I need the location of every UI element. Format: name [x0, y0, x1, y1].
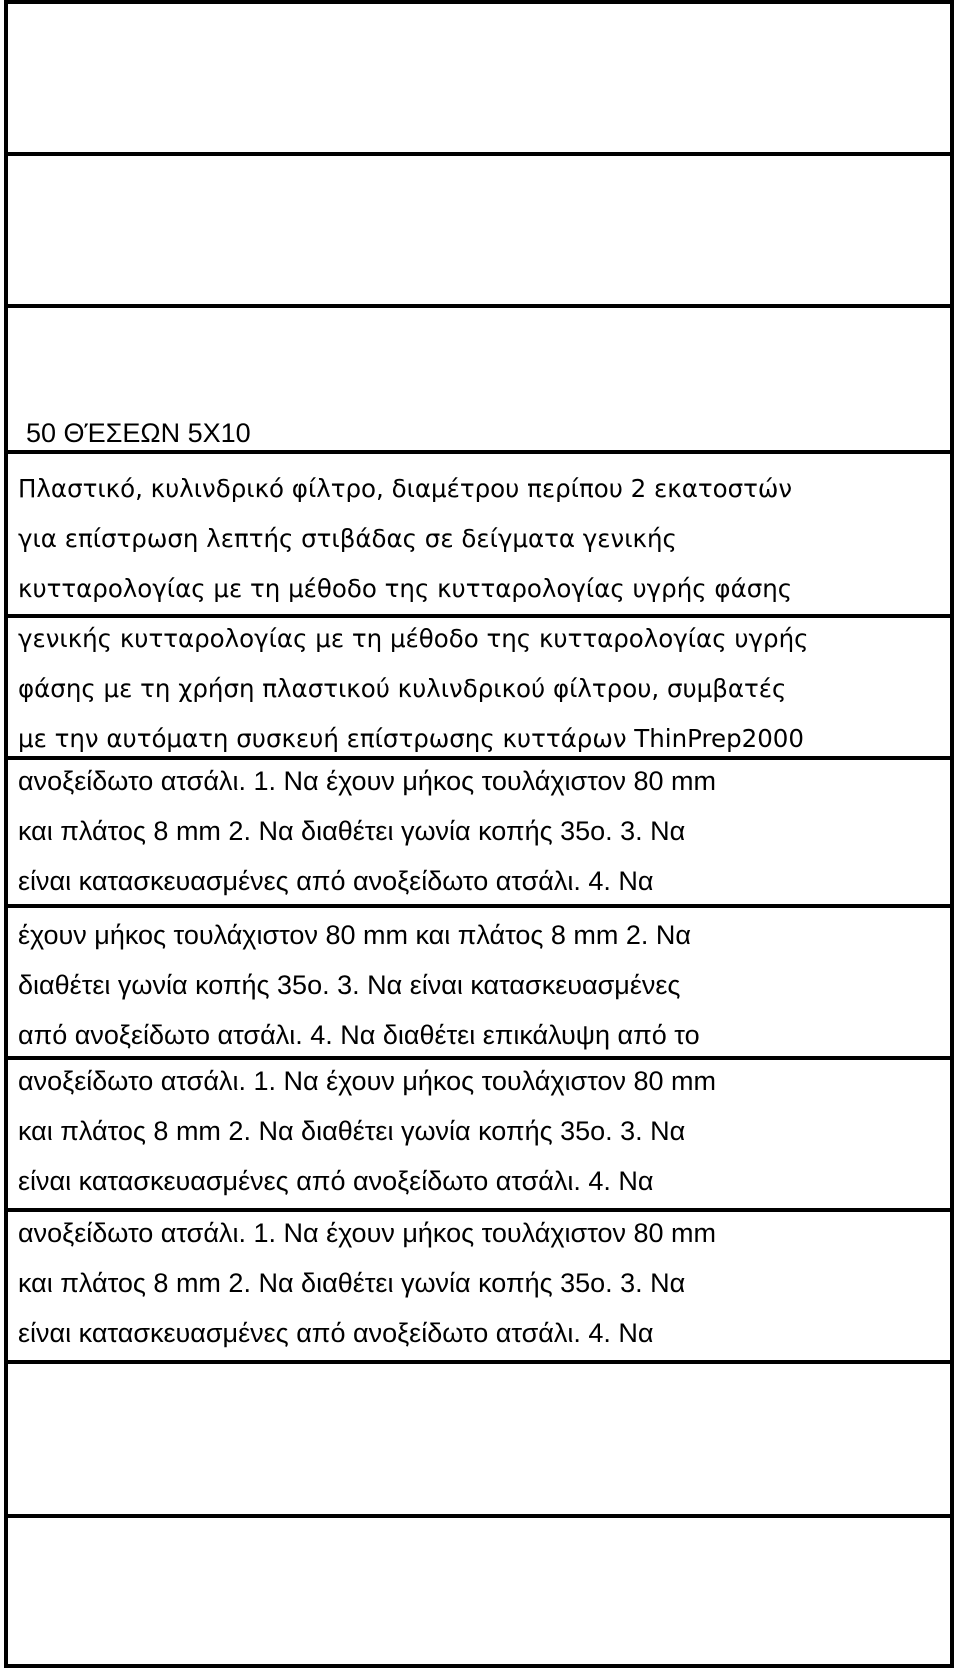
text-line: με την αυτόματη συσκευή επίστρωσης κυττάρων ThinPrep2000: [18, 724, 804, 753]
text-cell-thinprep: [4, 614, 954, 760]
text-line: είναι κατασκευασμένες από ανοξείδωτο ατσάλι. 4. Να: [18, 1318, 654, 1348]
heading-cell: [4, 304, 954, 454]
text-cell-blades-2: [4, 904, 954, 1060]
text-line: και πλάτος 8 mm 2. Να διαθέτει γωνία κοπής 35ο. 3. Να: [18, 1116, 686, 1146]
text-line: είναι κατασκευασμένες από ανοξείδωτο ατσάλι. 4. Να: [18, 866, 654, 896]
text-cell-blades-3: [4, 1056, 954, 1212]
empty-cell-1: [4, 0, 954, 156]
text-line: είναι κατασκευασμένες από ανοξείδωτο ατσάλι. 4. Να: [18, 1166, 654, 1196]
text-line: και πλάτος 8 mm 2. Να διαθέτει γωνία κοπής 35ο. 3. Να: [18, 816, 686, 846]
text-line: Πλαστικό, κυλινδρικό φίλτρο, διαμέτρου περίπου 2 εκατοστών: [18, 474, 793, 503]
empty-cell-4: [4, 1514, 954, 1668]
text-line: έχουν μήκος τουλάχιστον 80 mm και πλάτος 8 mm 2. Να: [18, 920, 692, 950]
text-line: ανοξείδωτο ατσάλι. 1. Να έχουν μήκος τουλάχιστον 80 mm: [18, 1066, 717, 1096]
text-cell-blades-4: [4, 1208, 954, 1364]
text-cell-filter: [4, 450, 954, 618]
text-line: και πλάτος 8 mm 2. Να διαθέτει γωνία κοπής 35ο. 3. Να: [18, 1268, 686, 1298]
text-line: από ανοξείδωτο ατσάλι. 4. Να διαθέτει επικάλυψη από το: [18, 1020, 700, 1050]
text-line: ανοξείδωτο ατσάλι. 1. Να έχουν μήκος τουλάχιστον 80 mm: [18, 1218, 717, 1248]
text-line: ανοξείδωτο ατσάλι. 1. Να έχουν μήκος τουλάχιστον 80 mm: [18, 766, 717, 796]
empty-cell-2: [4, 152, 954, 308]
text-cell-blades-1: [4, 756, 954, 908]
text-line: φάσης με τη χρήση πλαστικού κυλινδρικού φίλτρου, συμβατές: [18, 674, 787, 703]
text-line: διαθέτει γωνία κοπής 35ο. 3. Να είναι κατασκευασμένες: [18, 970, 681, 1000]
text-line: για επίστρωση λεπτής στιβάδας σε δείγματα γενικής: [18, 524, 677, 553]
empty-cell-3: [4, 1360, 954, 1518]
heading-text: 50 ΘΈΣΕΩΝ 5Χ10: [26, 418, 251, 448]
text-line: γενικής κυτταρολογίας με τη μέθοδο της κυτταρολογίας υγρής: [18, 624, 809, 653]
text-line: κυτταρολογίας με τη μέθοδο της κυτταρολογίας υγρής φάσης: [18, 574, 793, 603]
